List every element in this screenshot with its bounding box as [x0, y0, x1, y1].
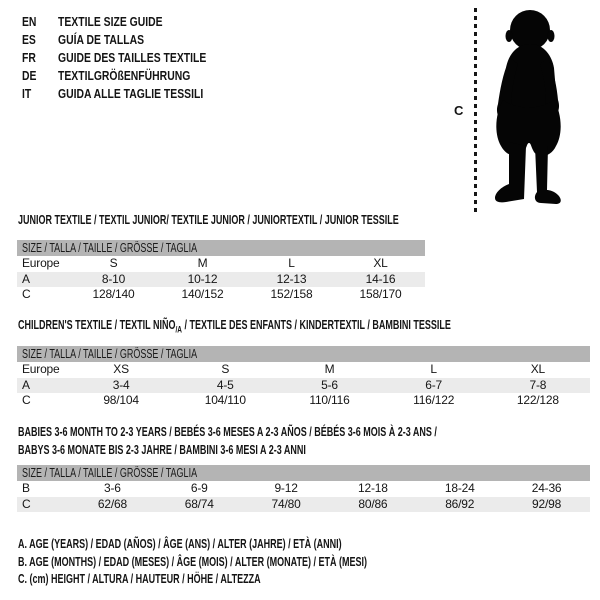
language-title: GUÍA DE TALLAS [58, 31, 145, 47]
junior-section-title [18, 213, 547, 227]
size-cell: S [221, 362, 230, 377]
language-code: DE [22, 67, 37, 83]
size-cell: 104/110 [204, 393, 246, 408]
size-cell: 68/74 [184, 496, 214, 511]
size-header-text: SIZE / TALLA / TAILLE / GRÖSSE / TAGLIA [22, 241, 198, 255]
language-row-en [22, 12, 243, 30]
row-label-cell: A [22, 377, 30, 392]
size-cell: 86/92 [445, 496, 475, 511]
size-cell: 5-6 [321, 377, 338, 392]
row-label-cell: A [22, 271, 30, 286]
language-row-fr [22, 48, 243, 66]
size-cell: 110/116 [309, 393, 350, 408]
size-cell: 62/68 [97, 496, 127, 511]
size-cell: XL [373, 256, 388, 271]
babies-title-line2: BABYS 3-6 MONATE BIS 2-3 JAHRE / BAMBINI 3-6 MESI A 2-3 ANNI [18, 443, 306, 457]
size-cell: 10-12 [187, 271, 218, 286]
table-row-age-months [17, 481, 590, 497]
language-code: ES [22, 31, 36, 47]
title-prefix: CHILDREN'S TEXTILE / TEXTIL NIÑO [18, 318, 176, 332]
size-cell: XS [113, 362, 129, 377]
size-cell: 128/140 [92, 287, 135, 302]
language-row-es [22, 30, 243, 48]
size-cell: 98/104 [103, 393, 139, 408]
size-cell: 7-8 [529, 377, 547, 392]
size-cell: 24-36 [531, 481, 562, 496]
height-measure-label: C [454, 103, 464, 118]
measure-legend [18, 537, 503, 590]
junior-section-title-text: JUNIOR TEXTILE / TEXTIL JUNIOR/ TEXTILE JUNIOR / JUNIORTEXTIL / JUNIOR TESSILE [18, 213, 399, 227]
size-cell: L [430, 362, 437, 377]
size-header-text: SIZE / TALLA / TAILLE / GRÖSSE / TAGLIA [22, 466, 198, 480]
size-header-band [17, 465, 590, 481]
size-cell: L [288, 256, 295, 271]
size-cell: 12-18 [358, 481, 388, 496]
title-suffix: / TEXTILE DES ENFANTS / KINDERTEXTIL / BAMBINI TESSILE [181, 318, 451, 332]
row-label-cell: Europe [22, 256, 60, 271]
size-cell: 6-7 [425, 377, 443, 392]
size-cell: 12-13 [276, 271, 307, 286]
language-title-list [22, 12, 243, 102]
junior-size-table [17, 240, 425, 303]
size-cell: 140/152 [181, 287, 224, 302]
height-measure-dashed-line [474, 8, 477, 213]
size-cell: 92/98 [532, 496, 562, 511]
table-row-age [17, 272, 425, 288]
row-label-cell: C [22, 287, 31, 302]
babies-title-line1: BABIES 3-6 MONTH TO 2-3 YEARS / BEBÉS 3-6 MESES A 2-3 AÑOS / BÉBÉS 3-6 MOIS À 2-3 ANS / [18, 425, 437, 439]
size-cell: 158/170 [359, 287, 402, 302]
row-label-cell: C [22, 393, 31, 408]
size-cell: 6-9 [190, 481, 208, 496]
size-header-band [17, 346, 590, 362]
baby-silhouette-icon [484, 6, 572, 208]
size-cell: 3-6 [104, 481, 121, 496]
size-cell: 9-12 [274, 481, 298, 496]
row-label-cell: C [22, 496, 31, 511]
children-size-table [17, 346, 590, 409]
table-row-age [17, 378, 590, 394]
size-cell: 152/158 [270, 287, 313, 302]
language-title: TEXTILGRÖßENFÜHRUNG [58, 67, 191, 83]
size-cell: S [109, 256, 118, 271]
language-title: TEXTILE SIZE GUIDE [58, 13, 163, 29]
babies-size-table [17, 465, 590, 512]
language-title: GUIDA ALLE TAGLIE TESSILI [58, 85, 204, 101]
children-section-title-text [18, 318, 451, 335]
size-cell: M [324, 362, 335, 377]
children-section-title [18, 318, 600, 335]
table-row-height [17, 287, 425, 303]
table-row-europe [17, 256, 425, 272]
language-title: GUIDE DES TAILLES TEXTILE [58, 49, 207, 65]
table-row-height [17, 393, 590, 409]
size-cell: XL [530, 362, 546, 377]
size-cell: 14-16 [365, 271, 396, 286]
size-cell: 4-5 [216, 377, 234, 392]
size-cell: M [197, 256, 208, 271]
size-cell: 8-10 [101, 271, 126, 286]
language-row-de [22, 66, 243, 84]
language-code: IT [22, 85, 32, 101]
row-label-cell: B [22, 481, 30, 496]
language-row-it [22, 84, 243, 102]
size-cell: 122/128 [516, 393, 559, 408]
size-cell: 74/80 [271, 496, 301, 511]
row-label-cell: Europe [22, 362, 60, 377]
table-row-height [17, 497, 590, 513]
size-header-text: SIZE / TALLA / TAILLE / GRÖSSE / TAGLIA [22, 347, 198, 361]
babies-section-title [18, 423, 600, 459]
language-code: EN [22, 13, 37, 29]
legend-line-b: B. AGE (MONTHS) / EDAD (MESES) / ÂGE (MOIS) / ALTER (MONATE) / ETÀ (MESI) [18, 554, 367, 569]
size-cell: 116/122 [413, 393, 455, 408]
title-subscript: /A [175, 324, 182, 335]
language-code: FR [22, 49, 36, 65]
table-row-europe [17, 362, 590, 378]
size-header-band [17, 240, 425, 256]
size-cell: 18-24 [444, 481, 475, 496]
legend-line-a: A. AGE (YEARS) / EDAD (AÑOS) / ÂGE (ANS) / ALTER (JAHRE) / ETÀ (ANNI) [18, 537, 342, 551]
legend-line-c: C. (cm) HEIGHT / ALTURA / HAUTEUR / HÖHE / ALTEZZA [18, 572, 261, 586]
size-cell: 80/86 [358, 496, 388, 511]
size-cell: 3-4 [112, 377, 130, 392]
